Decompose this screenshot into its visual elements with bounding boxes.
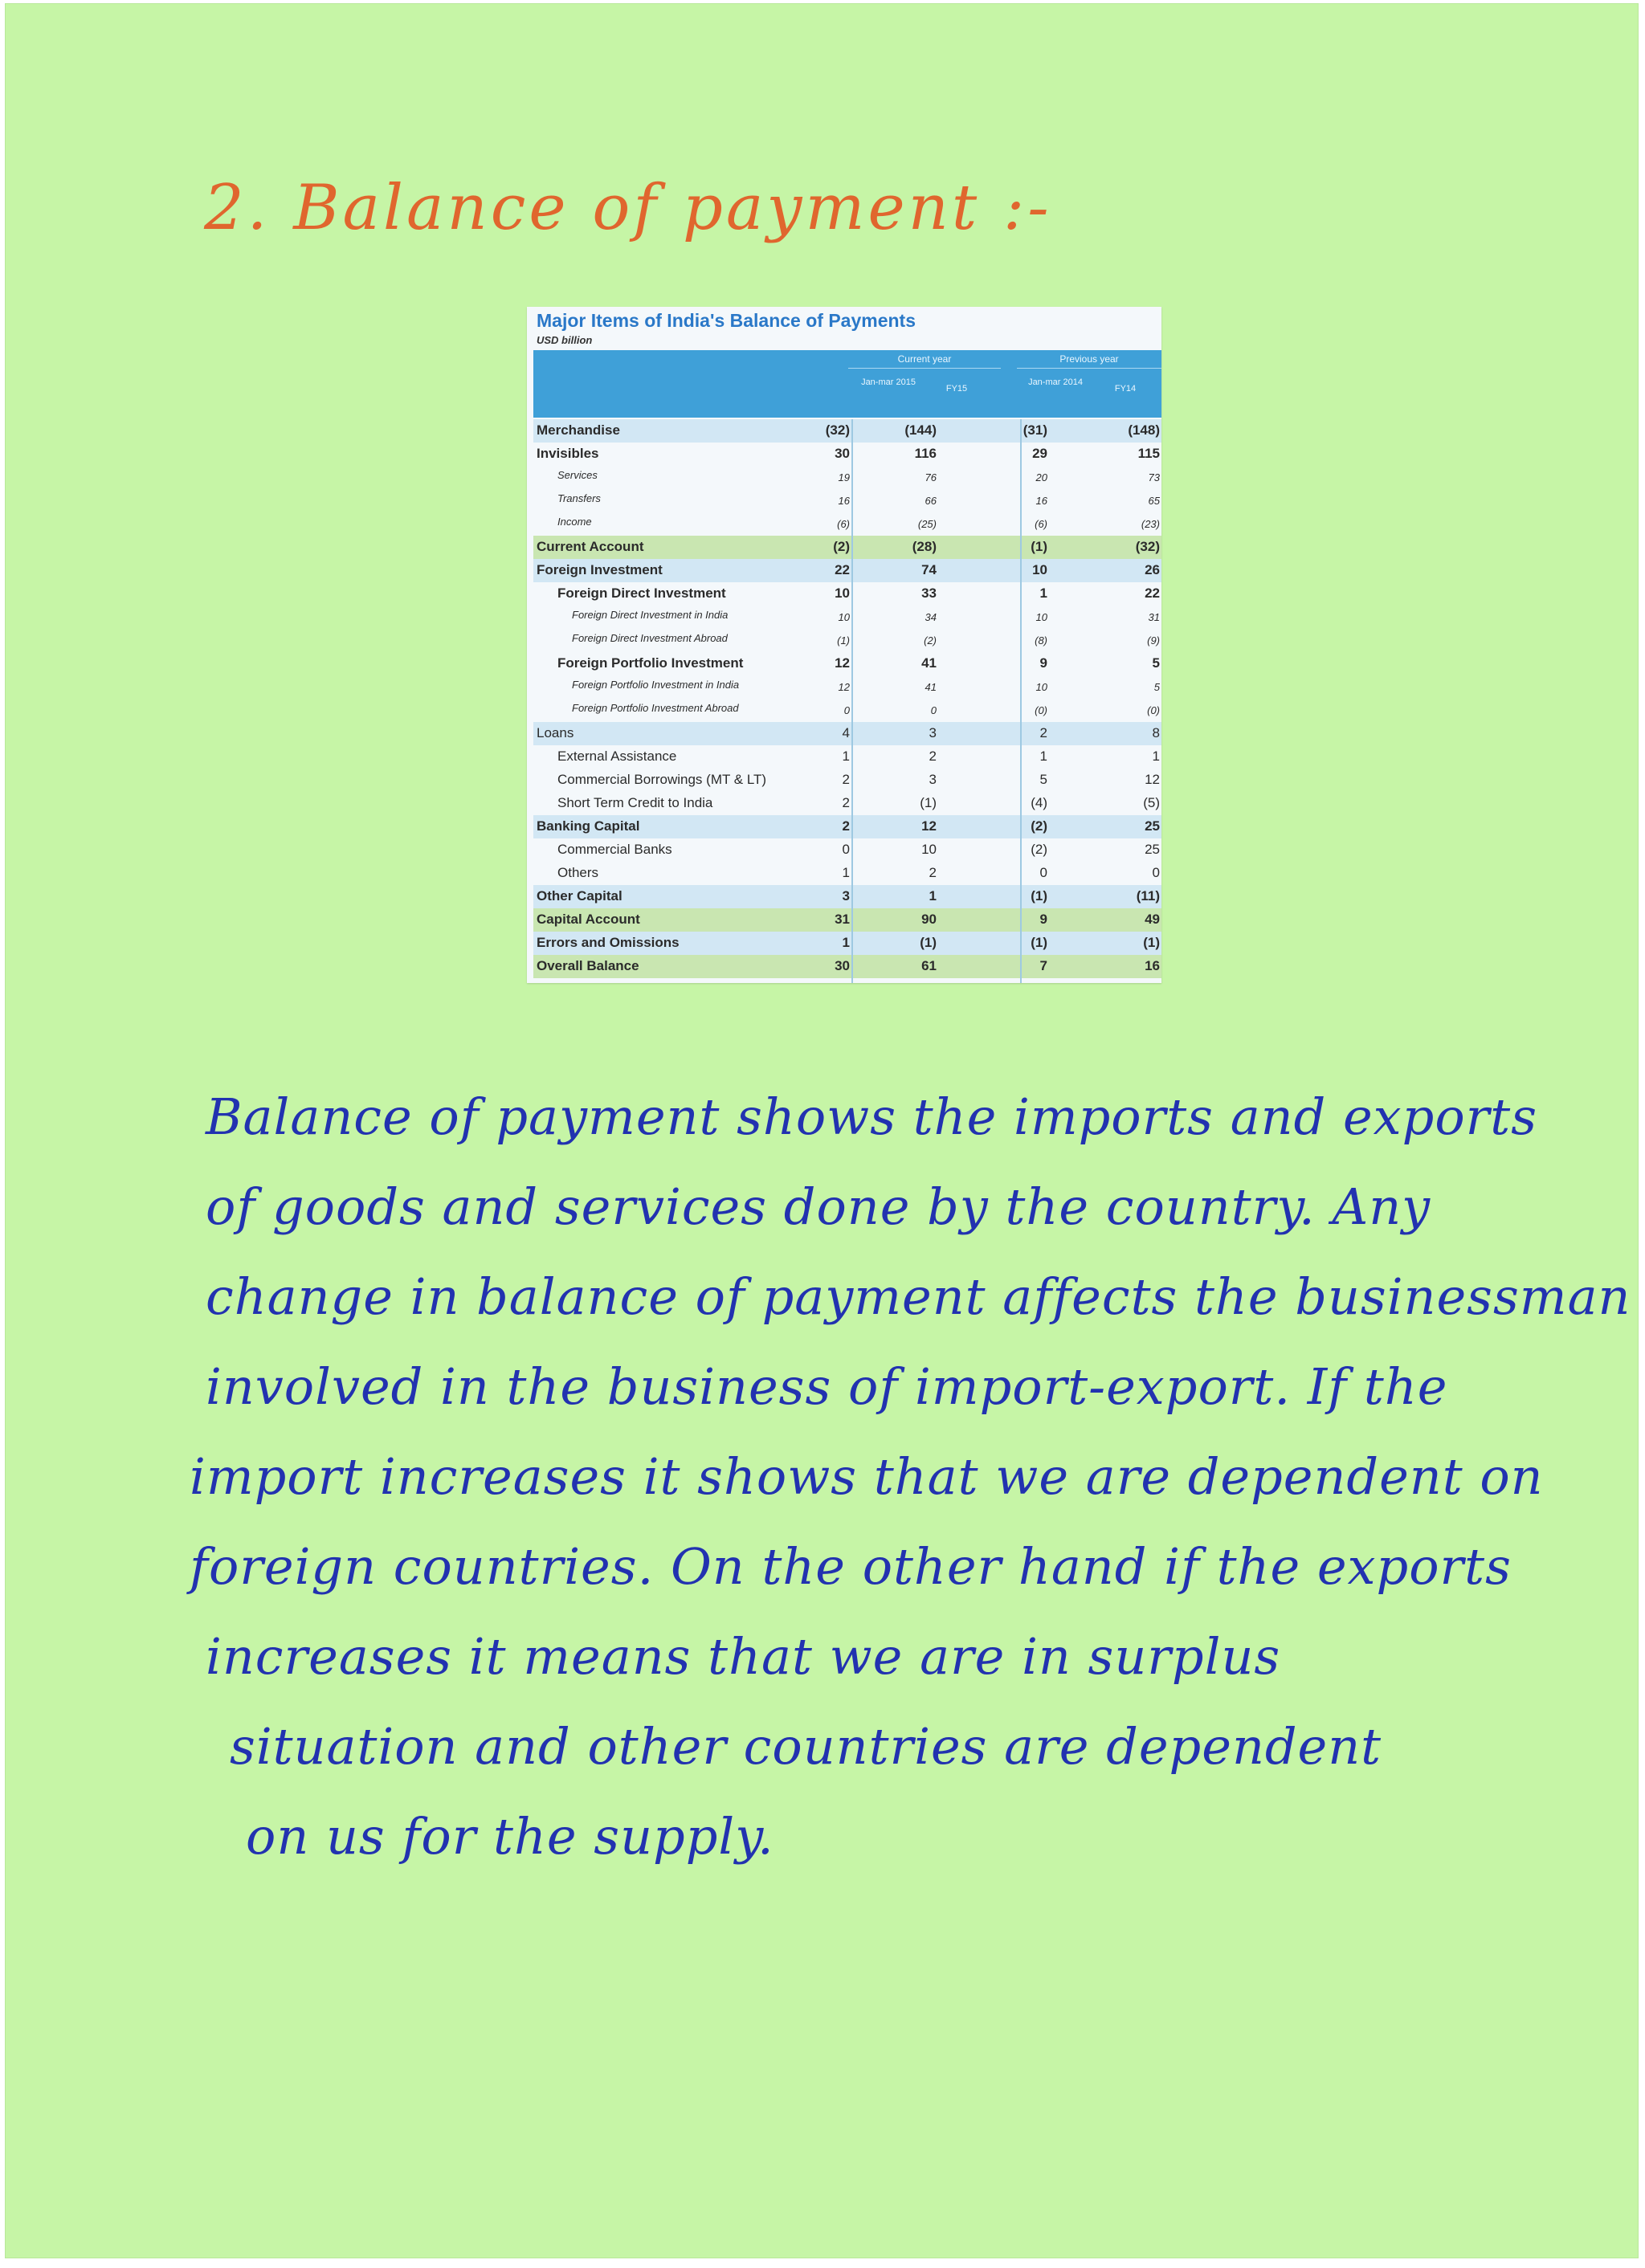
row-label: Income <box>557 516 592 528</box>
cell: 1 <box>842 865 850 880</box>
row-label: Banking Capital <box>537 818 640 834</box>
cell: 25 <box>1145 818 1160 834</box>
table-row <box>533 792 1161 815</box>
cell: 31 <box>1148 611 1160 623</box>
cell: (9) <box>1147 634 1160 647</box>
row-label: Current Account <box>537 539 644 554</box>
cell: 2 <box>1039 725 1047 740</box>
cell: 12 <box>838 681 850 693</box>
row-label: Foreign Direct Investment <box>557 585 726 601</box>
table-row <box>533 443 1161 466</box>
cell: 7 <box>1039 958 1047 973</box>
row-label: Overall Balance <box>537 958 639 973</box>
table-row <box>533 908 1161 932</box>
cell: 5 <box>1039 772 1047 787</box>
table-row <box>533 675 1161 699</box>
row-label: Capital Account <box>537 912 640 927</box>
cell: (1) <box>837 634 850 647</box>
table-row <box>533 862 1161 885</box>
cell: 10 <box>1035 681 1047 693</box>
row-label: Errors and Omissions <box>537 935 680 950</box>
cell: 61 <box>921 958 937 973</box>
column-header: Jan-mar 2015 <box>861 377 916 387</box>
cell: 2 <box>842 818 850 834</box>
cell: 22 <box>1145 585 1160 601</box>
cell: (1) <box>1031 935 1047 950</box>
row-label: Foreign Direct Investment in India <box>572 609 729 621</box>
table-body <box>533 419 1161 978</box>
column-separator <box>1020 419 1022 983</box>
cell: (32) <box>825 422 850 438</box>
cell: 73 <box>1148 471 1160 483</box>
table-row <box>533 606 1161 629</box>
cell: 1 <box>1039 749 1047 764</box>
cell: (2) <box>1031 842 1047 857</box>
cell: 4 <box>842 725 850 740</box>
bop-table-clipping <box>527 307 1161 983</box>
cell: 33 <box>921 585 937 601</box>
table-row <box>533 652 1161 675</box>
cell: 66 <box>925 495 937 507</box>
table-row <box>533 838 1161 862</box>
cell: 16 <box>1035 495 1047 507</box>
cell: 10 <box>835 585 850 601</box>
cell: 2 <box>842 795 850 810</box>
cell: 1 <box>1152 749 1160 764</box>
cell: 76 <box>925 471 937 483</box>
cell: 1 <box>842 749 850 764</box>
table-row <box>533 699 1161 722</box>
table-row <box>533 722 1161 745</box>
column-separator <box>851 419 853 983</box>
cell: (1) <box>1031 539 1047 554</box>
cell: (1) <box>1143 935 1160 950</box>
cell: (28) <box>912 539 937 554</box>
cell: 3 <box>842 888 850 904</box>
table-row <box>533 815 1161 838</box>
paragraph-line: change in balance of payment affects the businessman <box>206 1267 1631 1326</box>
row-label: Commercial Borrowings (MT & LT) <box>557 772 767 787</box>
row-label: Other Capital <box>537 888 622 904</box>
cell: (0) <box>1147 704 1160 716</box>
row-label: Foreign Direct Investment Abroad <box>572 632 728 644</box>
paragraph-line: situation and other countries are dependent <box>230 1717 1382 1776</box>
cell: (1) <box>920 935 937 950</box>
table-row <box>533 769 1161 792</box>
cell: 3 <box>929 772 937 787</box>
cell: 1 <box>929 888 937 904</box>
cell: (8) <box>1035 634 1047 647</box>
table-row <box>533 955 1161 978</box>
notebook-page <box>5 3 1639 2258</box>
cell: 0 <box>1152 865 1160 880</box>
cell: (144) <box>904 422 937 438</box>
paragraph-line: of goods and services done by the country. Any <box>206 1177 1431 1236</box>
cell: 1 <box>842 935 850 950</box>
row-label: Merchandise <box>537 422 620 438</box>
cell: 65 <box>1148 495 1160 507</box>
group-divider <box>1017 368 1161 369</box>
row-label: External Assistance <box>557 749 677 764</box>
row-label: Short Term Credit to India <box>557 795 713 810</box>
cell: 115 <box>1137 446 1160 461</box>
cell: 16 <box>1145 958 1160 973</box>
row-label: Foreign Investment <box>537 562 663 577</box>
group-header-previous: Previous year <box>1059 353 1119 365</box>
cell: (1) <box>1031 888 1047 904</box>
paragraph-line: involved in the business of import-export. If the <box>206 1357 1448 1416</box>
cell: 2 <box>842 772 850 787</box>
cell: 2 <box>929 865 937 880</box>
cell: 10 <box>921 842 937 857</box>
row-label: Foreign Portfolio Investment <box>557 655 744 671</box>
cell: 5 <box>1152 655 1160 671</box>
paragraph-line: import increases it shows that we are dependent on <box>190 1447 1544 1506</box>
cell: 9 <box>1039 912 1047 927</box>
cell: 26 <box>1145 562 1160 577</box>
cell: 10 <box>838 611 850 623</box>
cell: (4) <box>1031 795 1047 810</box>
cell: 34 <box>925 611 937 623</box>
table-row <box>533 536 1161 559</box>
cell: (1) <box>920 795 937 810</box>
paragraph-line: increases it means that we are in surplus <box>206 1627 1281 1686</box>
cell: 74 <box>921 562 937 577</box>
table-row <box>533 885 1161 908</box>
row-label: Foreign Portfolio Investment Abroad <box>572 702 739 714</box>
cell: 90 <box>921 912 937 927</box>
cell: (25) <box>917 518 937 530</box>
cell: 0 <box>843 704 850 716</box>
cell: (2) <box>924 634 937 647</box>
table-row <box>533 559 1161 582</box>
cell: 12 <box>835 655 850 671</box>
row-label: Loans <box>537 725 574 740</box>
column-header: Jan-mar 2014 <box>1028 377 1083 387</box>
cell: (23) <box>1141 518 1160 530</box>
cell: 19 <box>838 471 850 483</box>
cell: 29 <box>1032 446 1047 461</box>
cell: 22 <box>835 562 850 577</box>
section-heading: 2. Balance of payment :- <box>204 172 1052 244</box>
paragraph-line: foreign countries. On the other hand if the exports <box>190 1537 1512 1596</box>
row-label: Others <box>557 865 599 880</box>
cell: (31) <box>1023 422 1047 438</box>
table-row <box>533 419 1161 443</box>
cell: 116 <box>914 446 937 461</box>
cell: 9 <box>1039 655 1047 671</box>
cell: 41 <box>921 655 937 671</box>
table-title: Major Items of India's Balance of Payments <box>537 310 916 331</box>
cell: (5) <box>1143 795 1160 810</box>
row-label: Services <box>557 469 598 481</box>
cell: (2) <box>833 539 850 554</box>
table-unit-label: USD billion <box>537 334 593 346</box>
cell: 1 <box>1039 585 1047 601</box>
table-row <box>533 629 1161 652</box>
cell: (2) <box>1031 818 1047 834</box>
table-row <box>533 512 1161 536</box>
cell: (0) <box>1035 704 1047 716</box>
cell: 49 <box>1145 912 1160 927</box>
cell: 25 <box>1145 842 1160 857</box>
paragraph-line: on us for the supply. <box>246 1807 774 1866</box>
cell: (148) <box>1128 422 1160 438</box>
cell: 30 <box>835 958 850 973</box>
cell: 16 <box>838 495 850 507</box>
cell: 12 <box>921 818 937 834</box>
cell: 8 <box>1152 725 1160 740</box>
group-header-current: Current year <box>897 353 952 365</box>
cell: 31 <box>835 912 850 927</box>
cell: 20 <box>1035 471 1047 483</box>
cell: (11) <box>1136 888 1160 904</box>
column-header: FY14 <box>1114 384 1137 394</box>
paragraph-line: Balance of payment shows the imports and exports <box>206 1087 1538 1146</box>
cell: 2 <box>929 749 937 764</box>
group-divider <box>848 368 1001 369</box>
row-label: Transfers <box>557 492 601 504</box>
table-row <box>533 745 1161 769</box>
table-row <box>533 582 1161 606</box>
row-label: Commercial Banks <box>557 842 672 857</box>
cell: 5 <box>1153 681 1160 693</box>
row-label: Invisibles <box>537 446 599 461</box>
column-header: FY15 <box>945 384 968 394</box>
row-label: Foreign Portfolio Investment in India <box>572 679 740 691</box>
cell: 12 <box>1145 772 1160 787</box>
table-row <box>533 489 1161 512</box>
cell: (6) <box>837 518 850 530</box>
cell: 0 <box>842 842 850 857</box>
cell: 0 <box>930 704 937 716</box>
cell: (32) <box>1135 539 1160 554</box>
cell: (6) <box>1035 518 1047 530</box>
cell: 0 <box>1039 865 1047 880</box>
table-row <box>533 932 1161 955</box>
cell: 41 <box>925 681 937 693</box>
cell: 10 <box>1032 562 1047 577</box>
cell: 30 <box>835 446 850 461</box>
cell: 10 <box>1035 611 1047 623</box>
table-row <box>533 466 1161 489</box>
cell: 3 <box>929 725 937 740</box>
